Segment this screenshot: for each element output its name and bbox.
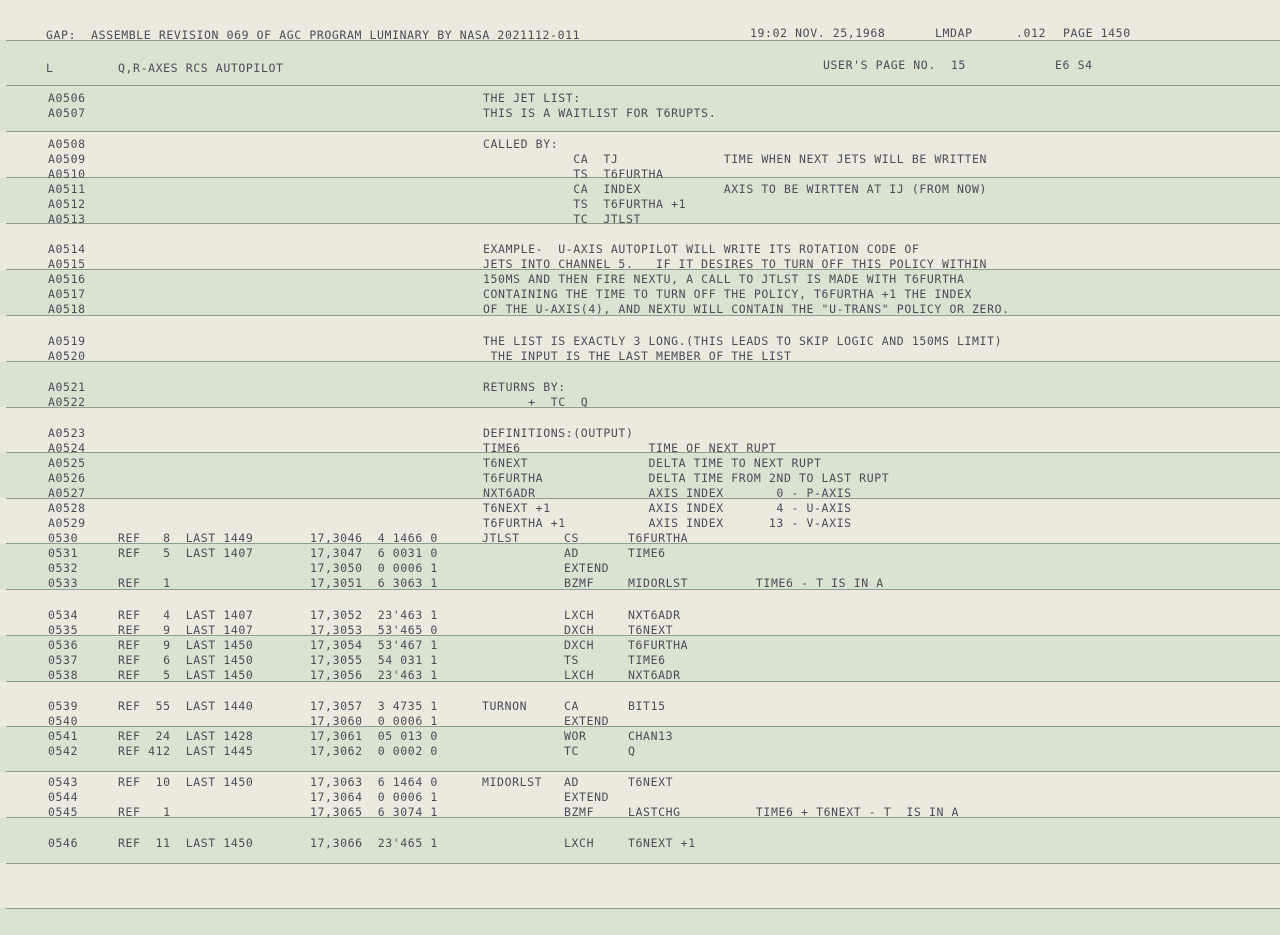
line-operand: TIME6 TIME OF NEXT RUPT (483, 441, 777, 455)
line-address: 17,3060 0 0006 1 (310, 714, 438, 728)
line-operand: Q (628, 744, 636, 758)
line-address: 17,3050 0 0006 1 (310, 561, 438, 575)
line-address: 17,3051 6 3063 1 (310, 576, 438, 590)
line-ref: REF 1 (118, 576, 171, 590)
line-opcode: AD (564, 546, 580, 560)
line-ref: REF 8 LAST 1449 (118, 531, 254, 545)
line-number: 0544 (48, 790, 79, 804)
line-number: 0532 (48, 561, 79, 575)
line-number: A0515 (48, 257, 86, 271)
line-ref: REF 1 (118, 805, 171, 819)
line-ref: REF 5 LAST 1450 (118, 668, 254, 682)
line-number: A0513 (48, 212, 86, 226)
line-opcode: LXCH (564, 608, 595, 622)
line-number: 0539 (48, 699, 79, 713)
line-operand: T6NEXT DELTA TIME TO NEXT RUPT (483, 456, 822, 470)
line-operand: T6FURTHA (628, 638, 689, 652)
line-operand: RETURNS BY: (483, 380, 566, 394)
line-address: 17,3063 6 1464 0 (310, 775, 438, 789)
line-opcode: BZMF (564, 576, 595, 590)
line-ref: REF 9 LAST 1407 (118, 623, 254, 637)
line-number: A0529 (48, 516, 86, 530)
line-operand: T6NEXT +1 (628, 836, 696, 850)
line-operand: NXT6ADR (628, 608, 681, 622)
line-operand: + TC Q (483, 395, 589, 409)
line-label: JTLST (482, 531, 520, 545)
line-number: A0506 (48, 91, 86, 105)
line-label: TURNON (482, 699, 528, 713)
line-address: 17,3055 54 031 1 (310, 653, 438, 667)
line-operand: T6FURTHA (628, 531, 689, 545)
line-address: 17,3054 53'467 1 (310, 638, 438, 652)
line-operand: T6NEXT +1 AXIS INDEX 4 - U-AXIS (483, 501, 852, 515)
line-operand: CA TJ TIME WHEN NEXT JETS WILL BE WRITTEN (483, 152, 988, 166)
line-number: 0530 (48, 531, 79, 545)
line-operand: THE LIST IS EXACTLY 3 LONG.(THIS LEADS TO SKIP LOGIC AND 150MS LIMIT) (483, 334, 1003, 348)
line-opcode: EXTEND (564, 714, 610, 728)
log-letter: L (46, 61, 54, 75)
line-opcode: LXCH (564, 836, 595, 850)
program-name: LMDAP (935, 26, 973, 40)
line-number: A0508 (48, 137, 86, 151)
line-operand: LASTCHG TIME6 + T6NEXT - T IS IN A (628, 805, 960, 819)
line-operand: BIT15 (628, 699, 666, 713)
line-number: 0537 (48, 653, 79, 667)
line-opcode: WOR (564, 729, 587, 743)
line-opcode: EXTEND (564, 790, 610, 804)
line-number: A0510 (48, 167, 86, 181)
line-number: 0538 (48, 668, 79, 682)
line-address: 17,3056 23'463 1 (310, 668, 438, 682)
line-operand: CHAN13 (628, 729, 674, 743)
line-number: A0524 (48, 441, 86, 455)
line-ref: REF 9 LAST 1450 (118, 638, 254, 652)
line-number: 0541 (48, 729, 79, 743)
paper-rule (6, 726, 1280, 727)
line-opcode: DXCH (564, 623, 595, 637)
section-title: Q,R-AXES RCS AUTOPILOT (118, 61, 284, 75)
line-number: A0518 (48, 302, 86, 316)
line-operand: T6FURTHA +1 AXIS INDEX 13 - V-AXIS (483, 516, 852, 530)
line-operand: T6FURTHA DELTA TIME FROM 2ND TO LAST RUPT (483, 471, 890, 485)
line-ref: REF 24 LAST 1428 (118, 729, 254, 743)
line-operand: TS T6FURTHA (483, 167, 664, 181)
paper-rule (6, 85, 1280, 86)
line-operand: EXAMPLE- U-AXIS AUTOPILOT WILL WRITE ITS ROTATION CODE OF (483, 242, 920, 256)
line-number: A0514 (48, 242, 86, 256)
line-opcode: DXCH (564, 638, 595, 652)
line-opcode: TC (564, 744, 580, 758)
paper-band (0, 362, 1280, 407)
line-address: 17,3053 53'465 0 (310, 623, 438, 637)
line-address: 17,3052 23'463 1 (310, 608, 438, 622)
line-number: A0511 (48, 182, 86, 196)
line-number: 0542 (48, 744, 79, 758)
line-number: A0517 (48, 287, 86, 301)
line-number: A0522 (48, 395, 86, 409)
paper-rule (6, 131, 1280, 132)
line-ref: REF 6 LAST 1450 (118, 653, 254, 667)
line-address: 17,3047 6 0031 0 (310, 546, 438, 560)
line-operand: THE INPUT IS THE LAST MEMBER OF THE LIST (483, 349, 792, 363)
line-operand: 150MS AND THEN FIRE NEXTU, A CALL TO JTLST IS MADE WITH T6FURTHA (483, 272, 965, 286)
line-operand: DEFINITIONS:(OUTPUT) (483, 426, 634, 440)
line-address: 17,3046 4 1466 0 (310, 531, 438, 545)
line-number: 0533 (48, 576, 79, 590)
line-operand: T6NEXT (628, 623, 674, 637)
line-opcode: TS (564, 653, 580, 667)
line-number: A0520 (48, 349, 86, 363)
paper-rule (6, 407, 1280, 408)
line-number: A0519 (48, 334, 86, 348)
page-code: E6 S4 (1055, 58, 1093, 72)
line-operand: TIME6 (628, 546, 666, 560)
listing-title: GAP: ASSEMBLE REVISION 069 OF AGC PROGRAM LUMINARY BY NASA 2021112-011 (46, 28, 581, 42)
line-number: 0546 (48, 836, 79, 850)
line-address: 17,3066 23'465 1 (310, 836, 438, 850)
line-opcode: CS (564, 531, 580, 545)
line-operand: T6NEXT (628, 775, 674, 789)
line-number: 0535 (48, 623, 79, 637)
line-operand: CALLED BY: (483, 137, 559, 151)
line-number: A0526 (48, 471, 86, 485)
paper-rule (6, 771, 1280, 772)
paper-rule (6, 863, 1280, 864)
line-operand: CA INDEX AXIS TO BE WIRTTEN AT IJ (FROM NOW) (483, 182, 988, 196)
line-operand: JETS INTO CHANNEL 5. IF IT DESIRES TO TURN OFF THIS POLICY WITHIN (483, 257, 988, 271)
line-operand: TS T6FURTHA +1 (483, 197, 687, 211)
line-ref: REF 55 LAST 1440 (118, 699, 254, 713)
paper-band (0, 908, 1280, 935)
print-datetime: 19:02 NOV. 25,1968 (750, 26, 886, 40)
line-opcode: EXTEND (564, 561, 610, 575)
line-number: 0543 (48, 775, 79, 789)
line-number: 0545 (48, 805, 79, 819)
line-number: A0527 (48, 486, 86, 500)
line-number: A0523 (48, 426, 86, 440)
line-number: A0521 (48, 380, 86, 394)
line-opcode: BZMF (564, 805, 595, 819)
line-operand: TIME6 (628, 653, 666, 667)
line-ref: REF 412 LAST 1445 (118, 744, 254, 758)
line-operand: THE JET LIST: (483, 91, 581, 105)
line-number: A0525 (48, 456, 86, 470)
line-ref: REF 10 LAST 1450 (118, 775, 254, 789)
line-address: 17,3062 0 0002 0 (310, 744, 438, 758)
line-opcode: CA (564, 699, 580, 713)
paper-rule (6, 908, 1280, 909)
line-operand: OF THE U-AXIS(4), AND NEXTU WILL CONTAIN THE "U-TRANS" POLICY OR ZERO. (483, 302, 1010, 316)
line-opcode: AD (564, 775, 580, 789)
line-number: A0512 (48, 197, 86, 211)
line-operand: TC JTLST (483, 212, 641, 226)
line-operand: NXT6ADR AXIS INDEX 0 - P-AXIS (483, 486, 852, 500)
line-number: 0540 (48, 714, 79, 728)
line-address: 17,3057 3 4735 1 (310, 699, 438, 713)
line-ref: REF 5 LAST 1407 (118, 546, 254, 560)
page-number: PAGE 1450 (1063, 26, 1131, 40)
line-operand: NXT6ADR (628, 668, 681, 682)
line-address: 17,3064 0 0006 1 (310, 790, 438, 804)
line-address: 17,3065 6 3074 1 (310, 805, 438, 819)
line-number: A0509 (48, 152, 86, 166)
line-operand: MIDORLST TIME6 - T IS IN A (628, 576, 884, 590)
line-ref: REF 11 LAST 1450 (118, 836, 254, 850)
line-number: A0507 (48, 106, 86, 120)
line-label: MIDORLST (482, 775, 543, 789)
line-number: A0528 (48, 501, 86, 515)
users-page: USER'S PAGE NO. 15 (823, 58, 966, 72)
line-number: 0534 (48, 608, 79, 622)
line-opcode: LXCH (564, 668, 595, 682)
line-address: 17,3061 05 013 0 (310, 729, 438, 743)
line-operand: THIS IS A WAITLIST FOR T6RUPTS. (483, 106, 717, 120)
line-operand: CONTAINING THE TIME TO TURN OFF THE POLICY, T6FURTHA +1 THE INDEX (483, 287, 973, 301)
program-version: .012 (1016, 26, 1047, 40)
line-ref: REF 4 LAST 1407 (118, 608, 254, 622)
line-number: 0531 (48, 546, 79, 560)
line-number: A0516 (48, 272, 86, 286)
paper-rule (6, 223, 1280, 224)
line-number: 0536 (48, 638, 79, 652)
